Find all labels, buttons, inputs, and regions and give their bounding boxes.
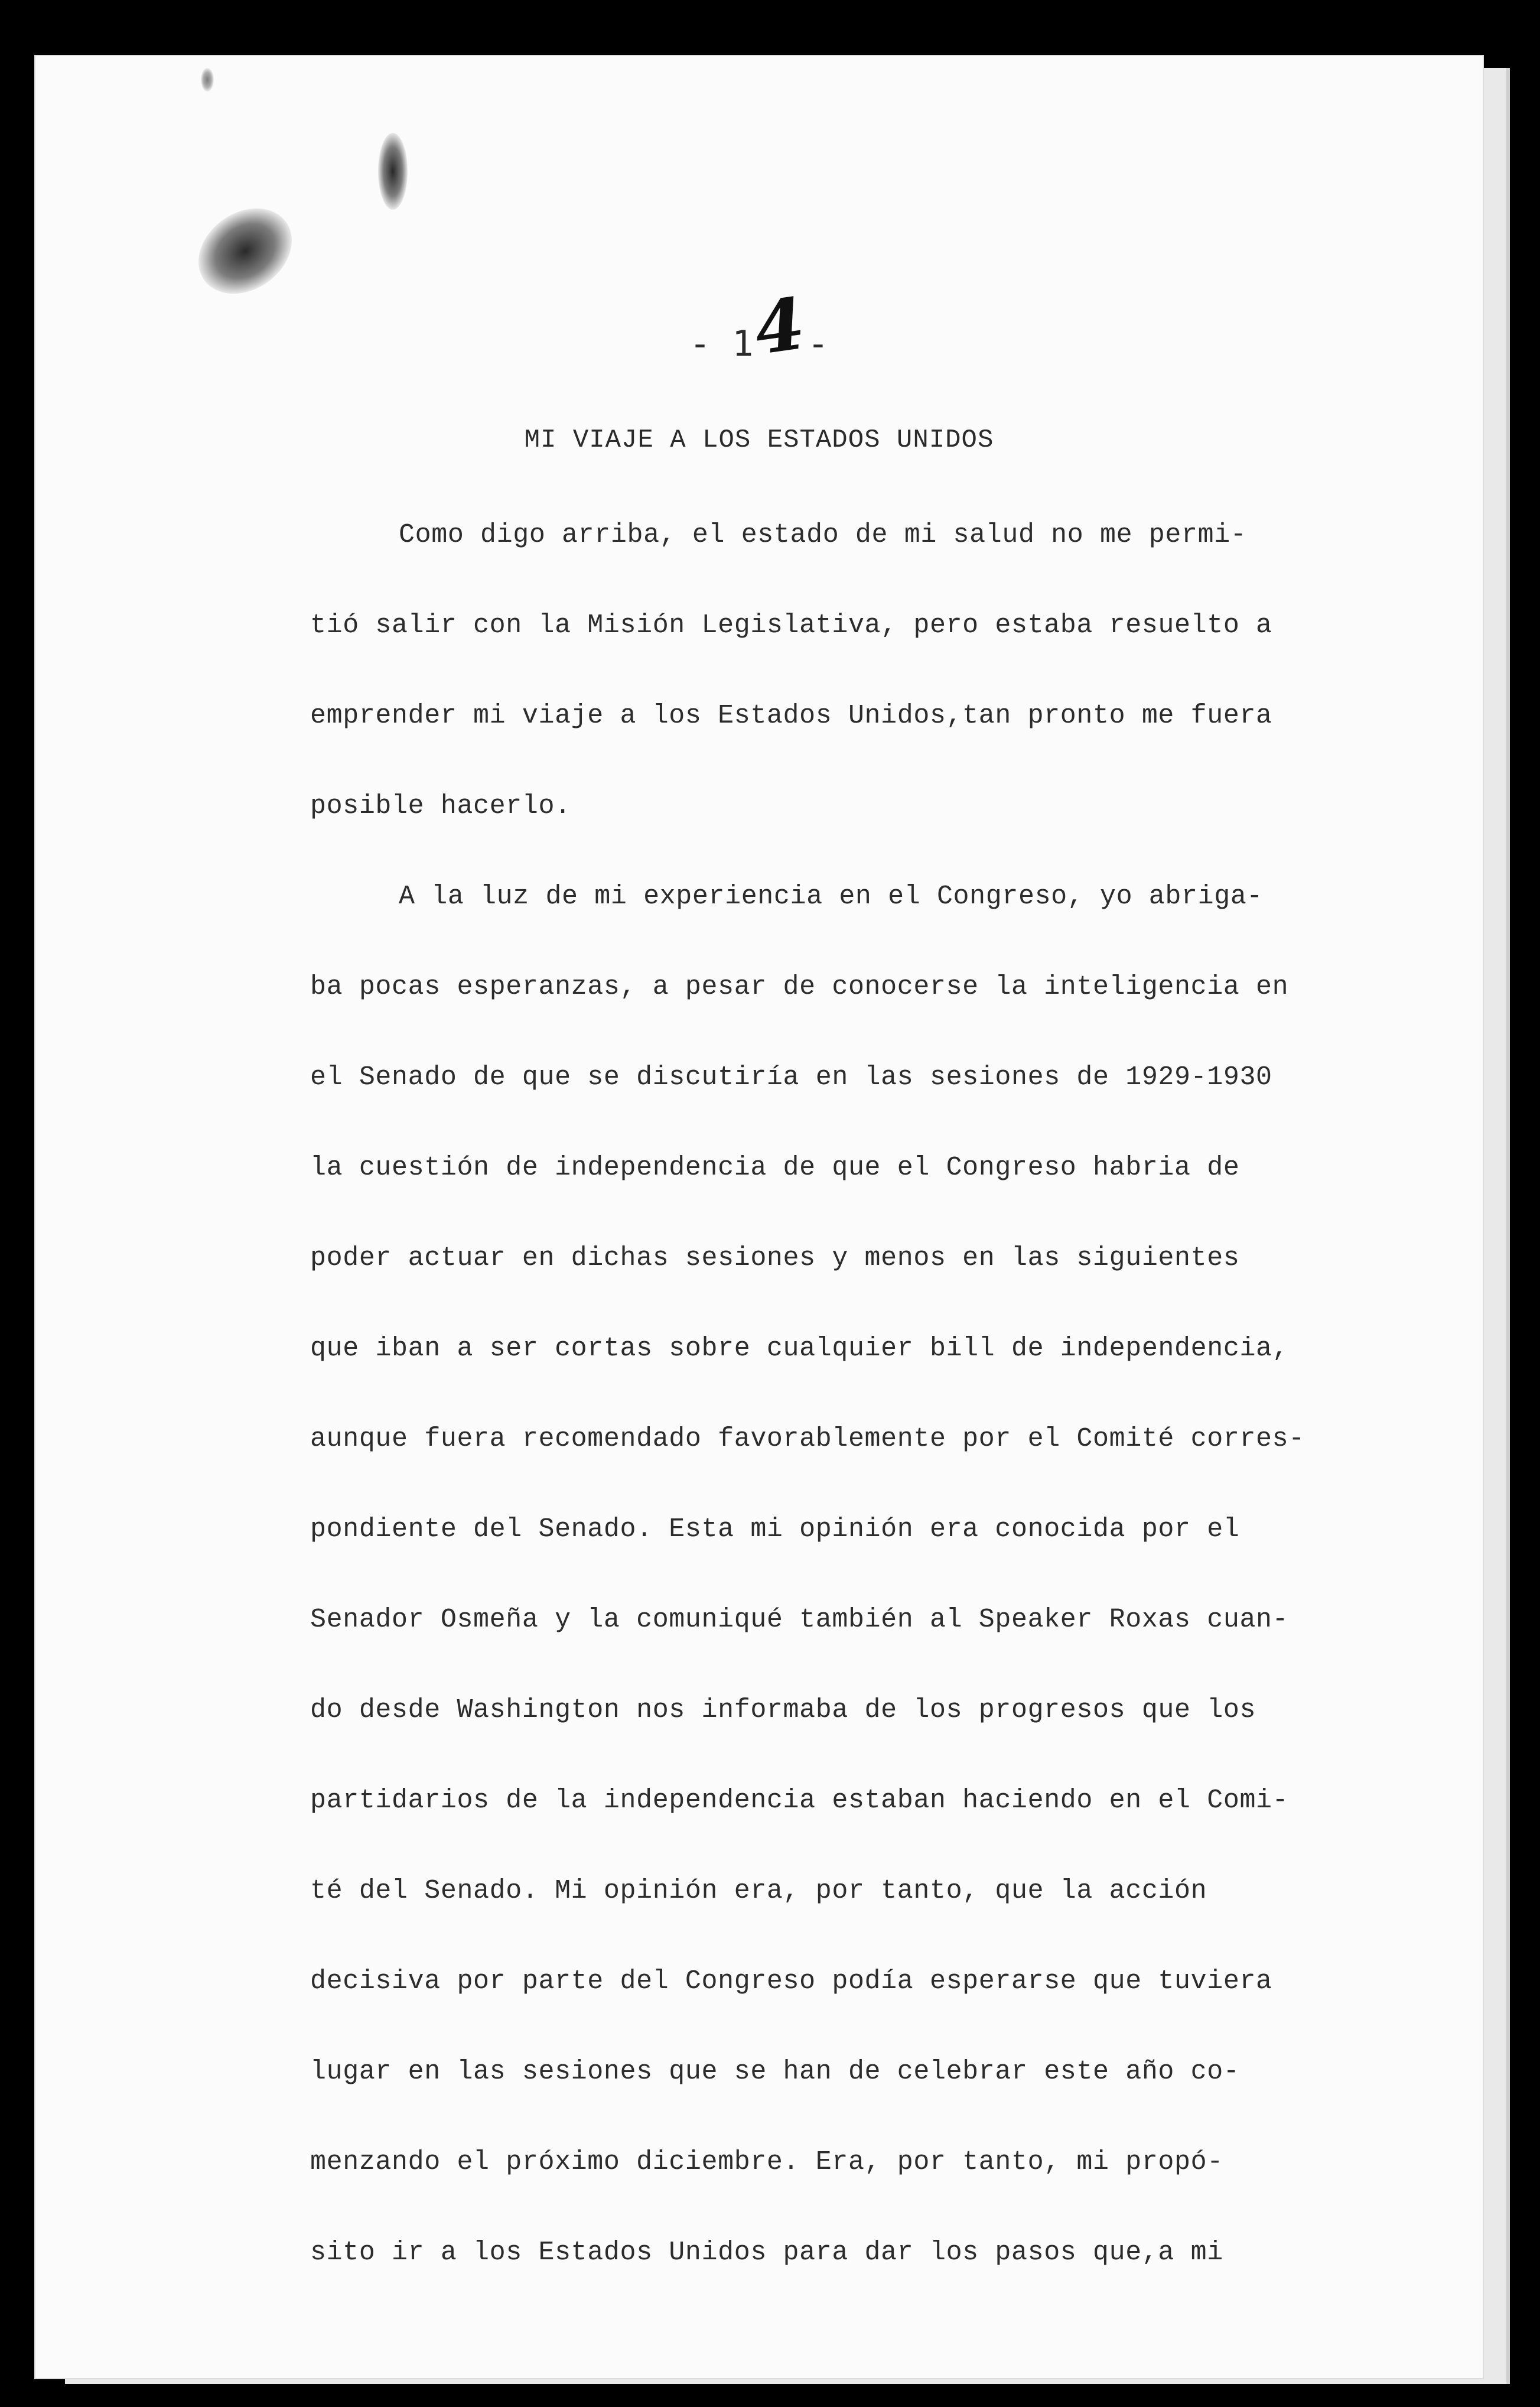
text-line: que iban a ser cortas sobre cualquier bill de independencia,: [310, 1333, 1289, 1364]
text-line: lugar en las sesiones que se han de celebrar este año co-: [310, 2057, 1240, 2087]
ink-smudge: [201, 68, 214, 92]
text-line: pondiente del Senado. Esta mi opinión era conocida por el: [310, 1514, 1240, 1544]
text-line: menzando el próximo diciembre. Era, por tanto, mi propó-: [310, 2147, 1223, 2177]
document-page: [35, 56, 1483, 2378]
section-heading: MI VIAJE A LOS ESTADOS UNIDOS: [524, 425, 994, 455]
text-line: poder actuar en dichas sesiones y menos en las siguientes: [310, 1243, 1240, 1273]
page-number: [35, 281, 1483, 373]
text-line: Senador Osmeña y la comuniqué también al Speaker Roxas cuan-: [310, 1605, 1289, 1635]
text-line: decisiva por parte del Congreso podía esperarse que tuviera: [310, 1966, 1272, 1996]
ink-smudge: [378, 133, 408, 210]
text-line: la cuestión de independencia de que el Congreso habria de: [310, 1153, 1240, 1183]
text-line: té del Senado. Mi opinión era, por tanto, que la acción: [310, 1876, 1207, 1906]
text-line: posible hacerlo.: [310, 791, 571, 821]
text-line: aunque fuera recomendado favorablemente por el Comité corres-: [310, 1424, 1305, 1454]
page-number-typed-prefix: - 1: [689, 323, 754, 365]
text-line: tió salir con la Misión Legislativa, pero estaba resuelto a: [310, 610, 1272, 640]
text-line: ba pocas esperanzas, a pesar de conocerse la inteligencia en: [310, 972, 1289, 1002]
text-line: do desde Washington nos informaba de los progresos que los: [310, 1695, 1256, 1725]
page-number-handwritten-digit: 4: [749, 281, 810, 372]
text-line: sito ir a los Estados Unidos para dar los pasos que,a mi: [310, 2237, 1223, 2268]
text-line: partidarios de la independencia estaban haciendo en el Comi-: [310, 1785, 1289, 1816]
text-line: A la luz de mi experiencia en el Congreso, yo abriga-: [399, 882, 1264, 912]
page-number-typed-suffix: -: [807, 323, 829, 365]
text-line: emprender mi viaje a los Estados Unidos,tan pronto me fuera: [310, 701, 1272, 731]
text-line: el Senado de que se discutiría en las sesiones de 1929-1930: [310, 1062, 1272, 1092]
text-line: Como digo arriba, el estado de mi salud no me permi-: [399, 520, 1247, 550]
